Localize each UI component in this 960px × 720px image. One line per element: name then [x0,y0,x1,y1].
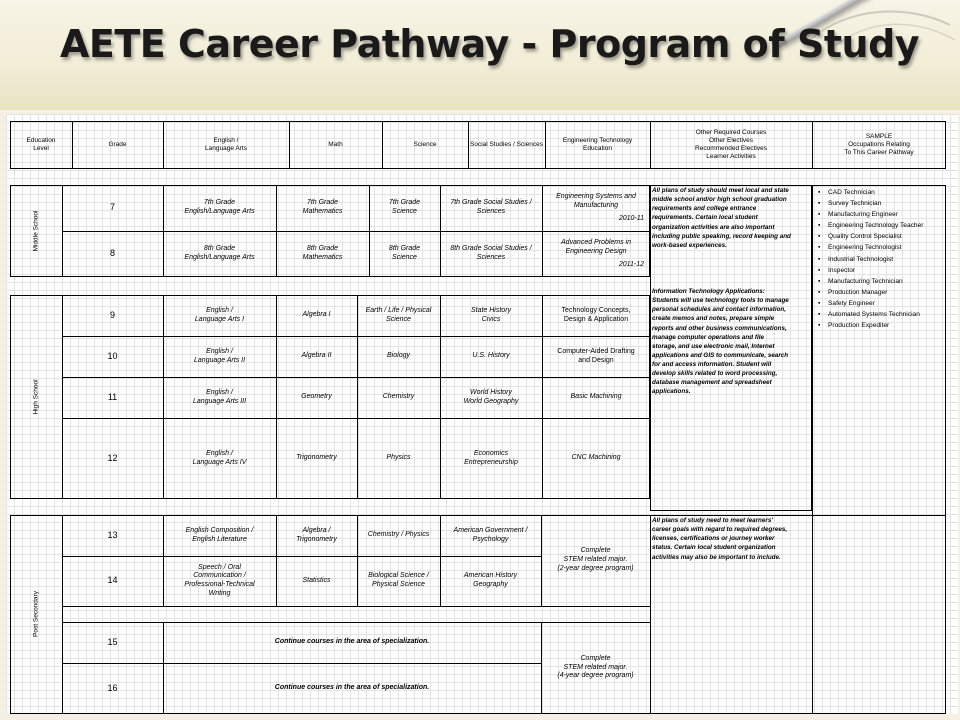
header-english: English / Language Arts [205,136,247,152]
cell-math-12: Trigonometry [296,454,337,462]
occupation-item: ▪ Industrial Technologist [818,254,946,265]
cell-ete-7-year: 2010-11 [618,214,644,222]
grade-10: 10 [107,350,118,361]
header-science: Science [413,140,437,148]
stem-4yr-cell: Complete STEM related major. (4-year degree program) [557,654,634,680]
cell-math-14: Statistics [302,576,331,584]
occupation-item: ▪ Quality Control Specialist [818,231,946,242]
header-education-level: Education Level [26,136,56,152]
cell-social-7: 7th Grade Social Studies / Sciences [450,199,532,215]
cell-science-10: Biology [387,352,410,360]
cell-ete-9: Technology Concepts, Design & Application [561,306,631,323]
level-post-secondary: Post Secondary [32,591,40,637]
occupations-list [818,187,946,331]
cell-science-8: 8th Grade Science [388,245,421,261]
cell-math-9: Algebra I [302,311,331,319]
occupation-item: ▪ Manufacturing Technician [818,276,946,287]
cell-science-13: Chemistry / Physics [367,531,430,539]
cell-ela-8: 8th Grade English/Language Arts [184,245,255,261]
cell-span-16: Continue courses in the area of specialization. [274,684,430,692]
header-other-courses: Other Required Courses Other Electives Recommended Electives Learner Activities [695,128,767,161]
occupation-item: ▪ Inspector [818,265,946,276]
cell-math-11: Geometry [301,393,332,401]
other-courses-text-3: All plans of study need to meet learners' career goals with regard to required degrees, licenses, certifications or journey worker status. Certain local student organization activities may also be important to include. [652,517,788,561]
cell-ela-12: English / Language Arts IV [192,449,247,466]
grade-13: 13 [107,529,118,540]
cell-span-15: Continue courses in the area of specialization. [274,638,430,646]
occupation-item: ▪ Manufacturing Engineer [818,209,946,220]
grade-7: 7 [109,202,115,213]
cell-ete-8: Advanced Problems in Engineering Design [560,239,632,255]
stem-2yr-cell: Complete STEM related major. (2-year degree program) [557,547,634,572]
grade-8: 8 [109,248,115,259]
other-courses-text-1: All plans of study should meet local and state middle school and/or high school graduation requirements and college entrance requirements. Certain local student organization activities are also important including public speaking, record keeping and work-based experiences. [652,187,791,249]
header-engineering-technology: Engineering Technology Education [562,136,633,152]
cell-science-12: Physics [386,454,411,462]
cell-ete-12: CNC Machining [571,454,621,462]
occupation-item: ▪ Engineering Technologist [818,242,946,253]
cell-math-13: Algebra / Trigonometry [296,526,337,543]
cell-ela-10: English / Language Arts II [193,347,246,364]
occupation-item: ▪ CAD Technician [818,187,946,198]
cell-math-8: 8th Grade Mathematics [302,245,343,261]
cell-social-13: American Government / Psychology [453,526,528,543]
other-courses-text-2: Information Technology Applications: Students will use technology tools to manage personal schedules and contact information, create memos and notes, prepare simple reports and other business communications, manage computer operations and file storage, and use electronic mail, Internet applications and GIS to communicate, search for and access information. Student will develop skills related to word processing, database management and spreadsheet applications. [652,288,789,396]
grade-12: 12 [107,452,118,463]
cell-ela-13: English Composition / English Literature [185,526,254,543]
cell-ete-7: Engineering Systems and Manufacturing [556,193,636,209]
occupation-item: ▪ Production Expediter [818,320,946,331]
grade-16: 16 [107,682,118,693]
occupation-item: ▪ Survey Technician [818,198,946,209]
program-table [6,114,958,714]
cell-ela-7: 7th Grade English/Language Arts [184,199,255,215]
cell-social-10: U.S. History [472,352,510,360]
cell-science-11: Chemistry [382,393,415,401]
cell-social-9: State History Civics [470,306,512,323]
cell-ete-8-year: 2011-12 [618,260,644,268]
cell-ete-11: Basic Machining [570,393,622,401]
level-middle-school: Middle School [32,210,40,252]
cell-ela-9: English / Language Arts I [194,306,245,323]
header-grade: Grade [108,140,127,148]
cell-science-9: Earth / Life / Physical Science [365,306,432,323]
cell-ete-10: Computer-Aided Drafting and Design [557,347,635,364]
occupation-item: ▪ Engineering Technology Teacher [818,220,946,231]
cell-ela-11: English / Language Arts III [192,388,247,405]
page-title: AETE Career Pathway - Program of Study [60,22,920,66]
level-high-school: High School [32,379,40,415]
cell-social-12: Economics Entrepreneurship [464,449,518,466]
occupation-item: ▪ Production Manager [818,287,946,298]
grade-9: 9 [109,309,115,320]
occupation-item: ▪ Safety Engineer [818,298,946,309]
grade-11: 11 [107,391,118,402]
occupation-item: ▪ Automated Systems Technician [818,309,946,320]
header-social-studies: Social Studies / Sciences [470,140,543,148]
cell-science-7: 7th Grade Science [388,199,421,215]
cell-math-10: Algebra II [301,352,332,360]
cell-social-8: 8th Grade Social Studies / Sciences [450,245,532,261]
header-sample-occupations: SAMPLE Occupations Relating To This Career Pathway [844,132,914,157]
cell-social-14: American History Geography [463,572,518,588]
cell-math-7: 7th Grade Mathematics [302,199,343,215]
cell-ela-14: Speech / Oral Communication / Professional-Technical Writing [184,563,255,597]
cell-social-11: World History World Geography [463,388,519,405]
grade-15: 15 [107,636,118,647]
header-math: Math [328,140,343,148]
cell-science-14: Biological Science / Physical Science [368,572,429,588]
grade-14: 14 [107,575,118,586]
